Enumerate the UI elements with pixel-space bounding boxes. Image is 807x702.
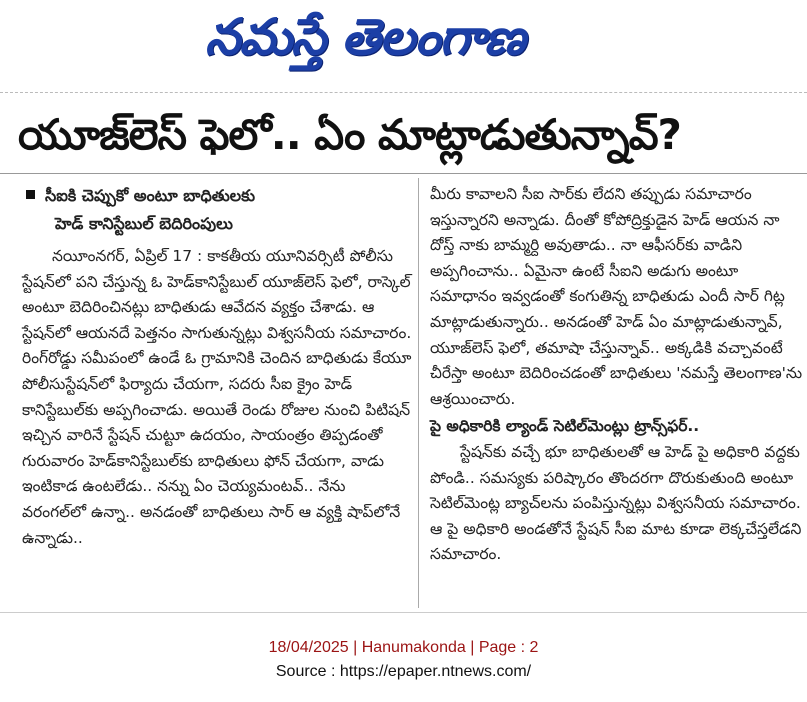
article-bottom-rule xyxy=(0,612,807,613)
left-body-text: నయీంనగర్, ఏప్రిల్ 17 : కాకతీయ యూనివర్సిటీ పోలీసు స్టేషన్‌లో పని చేస్తున్న ఓ హెడ్‌కానిస్టేబుల్ యూజ్‌లెస్ ఫెలో, రాస్కెల్ అంటూ బెదిరించినట్లు బాధితుడు ఆవేదన వ్యక్తం చేశాడు. ఆ స్టేషన్‌లో ఆయనదే పెత్తనం సాగుతున్నట్లు విశ్వసనీయ సమాచారం. రింగ్‌రోడ్డు సమీపంలో ఉండే ఓ గ్రామానికి చెందిన బాధితుడు కేయూ పోలీసుస్టేషన్‌లో ఫిర్యాదు చేయగా, సదరు సీఐ క్రైం హెడ్ కానిస్టేబుల్‌కు అప్పగించాడు. అయితే రెండు రోజుల నుంచి పిటిషన్ ఇచ్చిన వారినే స్టేషన్ చుట్టూ ఉదయం, సాయంత్రం తిప్పడంతో గురువారం హెడ్‌కానిస్టేబుల్‌కు బాధితులు ఫోన్ చేయగా, వాడు ఇంటికాడ ఉంటలేడు.. నన్ను ఏం చెయ్యమంటవ్.. నేను వరంగల్‌లో ఉన్నా.. అనడంతో బాధితులు సార్ ఆ వ్యక్తి షాప్‌లోనే ఉన్నాడు.. xyxy=(22,247,412,547)
edition-info: 18/04/2025 | Hanumakonda | Page : 2 xyxy=(268,639,539,656)
right-column xyxy=(430,182,805,568)
column-divider xyxy=(418,178,419,608)
deck-line-1: సీఐకి చెప్పుకో అంటూ బాధితులకు xyxy=(45,186,255,205)
source-link[interactable]: Source : https://epaper.ntnews.com/ xyxy=(275,663,532,680)
deck-line-2: హెడ్ కానిస్టేబుల్ బెదిరింపులు xyxy=(55,214,233,233)
headline-rule xyxy=(0,173,807,174)
square-bullet-icon xyxy=(26,190,35,199)
masthead-rule xyxy=(0,92,807,93)
deck xyxy=(22,182,414,210)
right-body-text-1: మీరు కావాలని సీఐ సార్‌కు లేదని తప్పుడు సమాచారం ఇస్తున్నారని అన్నాడు. దీంతో కోపోద్రిక్తుడైన హెడ్ ఆయన నా దోస్త్ నాకు బామ్మర్ది అవుతాడు.. నా ఆఫీసర్‌కు వాడిని అప్పగించాను.. ఏమైనా ఉంటే సీఐని అడుగు అంటూ సమాధానం ఇవ్వడంతో కంగుతిన్న బాధితుడు ఎందీ సార్ గిట్ల మాట్లాడుతున్నారు.. అనడంతో హెడ్ ఏం మాట్లాడుతున్నావ్, యూజ్‌లెస్ ఫెలో, తమాషా చేస్తున్నావ్.. అక్కడికి వచ్చావంటే చీరేస్తా అంటూ బెదిరించడంతో బాధితులు 'నమస్తే తెలంగాణ'ను ఆశ్రయించారు. xyxy=(430,185,803,408)
right-subheading: పై అధికారికి ల్యాండ్ సెటిల్‌మెంట్లు ట్రాన్స్‌ఫర్.. xyxy=(430,417,700,436)
article-headline: యూజ్‌లెస్ ఫెలో.. ఏం మాట్లాడుతున్నావ్? xyxy=(18,110,681,159)
right-body-text-2: స్టేషన్‌కు వచ్చే భూ బాధితులతో ఆ హెడ్ పై అధికారి వద్దకు పోండి.. సమస్యకు పరిష్కారం తొందరగా దొరుకుతుంది అంటూ సెటిల్‌మెంట్ల బ్యాచ్‌లను పంపిస్తున్నట్లు విశ్వసనీయ సమాచారం. ఆ పై అధికారి అండతోనే స్టేషన్ సీఐ మాట కూడా లెక్కచేస్తలేడని సమాచారం. xyxy=(430,442,802,564)
masthead xyxy=(0,0,807,95)
left-column xyxy=(22,182,414,551)
newspaper-logo: నమస్తే తెలంగాణ xyxy=(205,8,525,66)
